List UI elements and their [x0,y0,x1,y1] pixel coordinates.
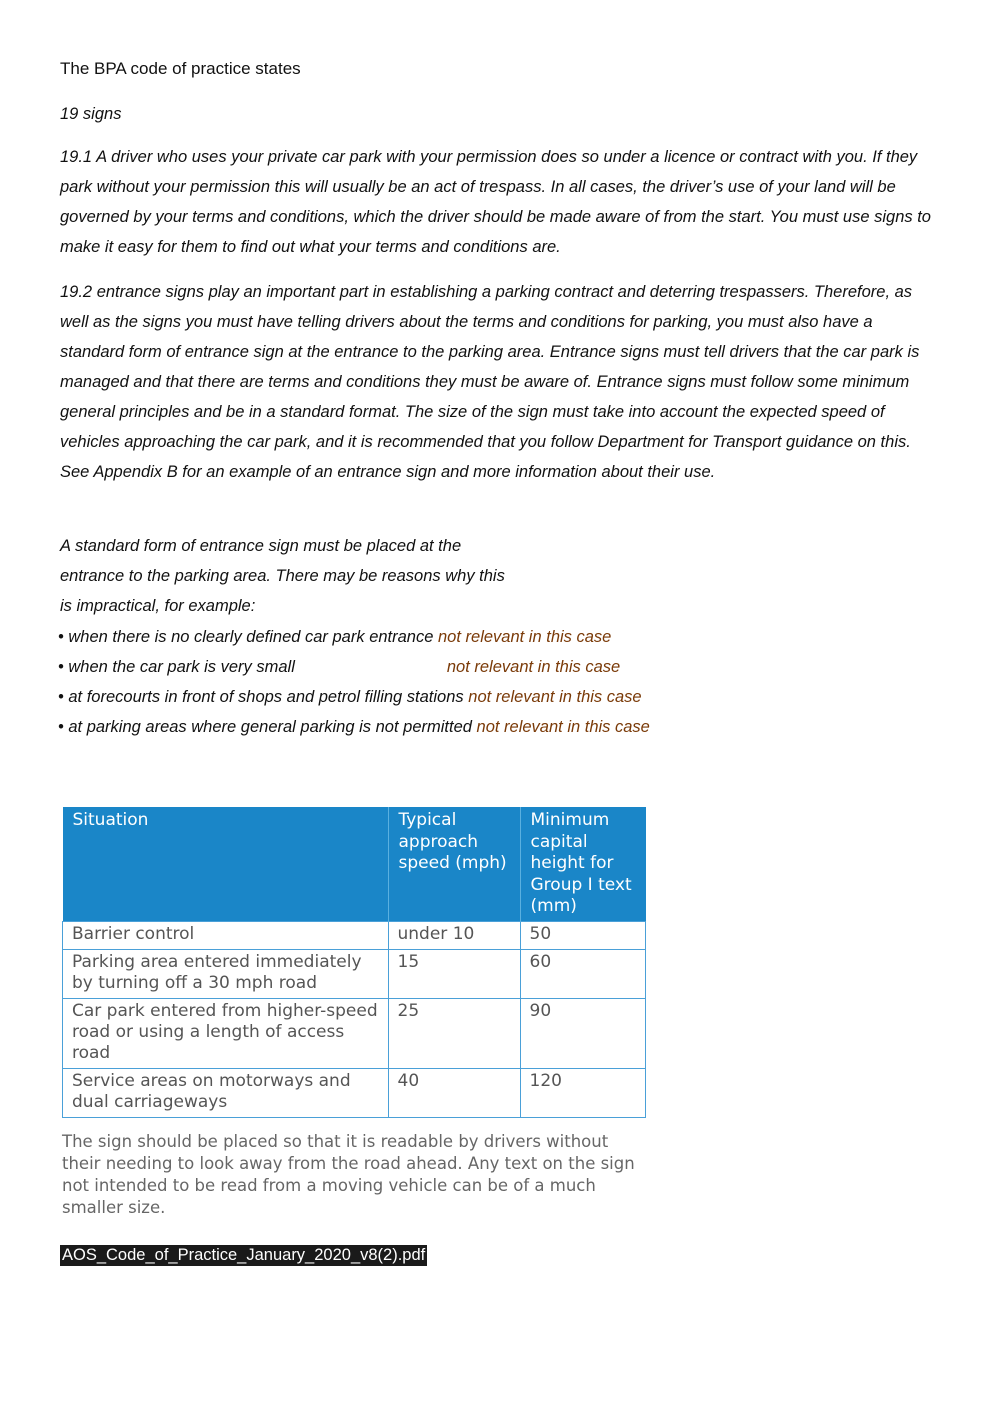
header-height: Minimum capital height for Group I text (mm) [520,807,646,921]
exception-list [58,622,650,742]
cell-speed: 40 [388,1068,520,1117]
list-item [58,712,650,742]
bullet-text: • at parking areas where general parking is not permitted [58,718,472,736]
cell-speed: under 10 [388,921,520,949]
bullet-note: not relevant in this case [468,688,642,706]
file-name-label[interactable]: AOS_Code_of_Practice_January_2020_v8(2).pdf [62,1246,426,1264]
list-item [58,652,650,682]
bullet-text: • when there is no clearly defined car park entrance [58,628,434,646]
bullet-text: • when the car park is very small [58,658,295,676]
cell-situation: Car park entered from higher-speed road or using a length of access road [63,998,389,1068]
paragraph-19-2: 19.2 entrance signs play an important part in establishing a parking contract and deterring trespassers. Therefore, as well as the signs you must have telling drivers about the terms and conditions for parking, you must also have a standard form of entrance sign at the entrance to the parking area. Entrance signs must tell drivers that the car park is managed and that there are terms and conditions they must be aware of. Entrance signs must follow some minimum general principles and be in a standard format. The size of the sign must take into account the expected speed of vehicles approaching the car park, and it is recommended that you follow Department for Transport guidance on this. See Appendix B for an example of an entrance sign and more information about their use. [60,283,920,481]
list-item [58,622,650,652]
section-title: 19 signs [60,105,122,123]
bullet-note: not relevant in this case [446,658,621,676]
cell-height: 50 [520,921,646,949]
cell-height: 60 [520,949,646,998]
table-row [63,998,646,1068]
cell-situation: Service areas on motorways and dual carriageways [63,1068,389,1117]
cell-speed: 15 [388,949,520,998]
table-caption: The sign should be placed so that it is readable by drivers without their needing to look away from the road ahead. Any text on the sign not intended to be read from a moving vehicle can be of a much smaller size. [62,1132,635,1217]
bullet-text: • at forecourts in front of shops and petrol filling stations [58,688,464,706]
bullet-note: not relevant in this case [438,628,612,646]
sign-size-table [62,807,646,1118]
bullet-note: not relevant in this case [476,718,650,736]
page-heading: The BPA code of practice states [60,59,301,78]
header-situation: Situation [63,807,389,921]
table-row [63,949,646,998]
cell-situation: Parking area entered immediately by turning off a 30 mph road [63,949,389,998]
table-row [63,1068,646,1117]
cell-height: 120 [520,1068,646,1117]
list-item [58,682,650,712]
paragraph-19-1: 19.1 A driver who uses your private car park with your permission does so under a licence or contract with you. If they park without your permission this will usually be an act of trespass. In all cases, the driver’s use of your land will be governed by your terms and conditions, which the driver should be made aware of from the start. You must use signs to make it easy for them to find out what your terms and conditions are. [60,148,931,256]
table-row [63,921,646,949]
table-header-row [63,807,646,921]
header-speed: Typical approach speed (mph) [388,807,520,921]
cell-situation: Barrier control [63,921,389,949]
cell-height: 90 [520,998,646,1068]
intro-paragraph: A standard form of entrance sign must be placed at the entrance to the parking area. There may be reasons why this is impractical, for example: [60,537,505,615]
cell-speed: 25 [388,998,520,1068]
